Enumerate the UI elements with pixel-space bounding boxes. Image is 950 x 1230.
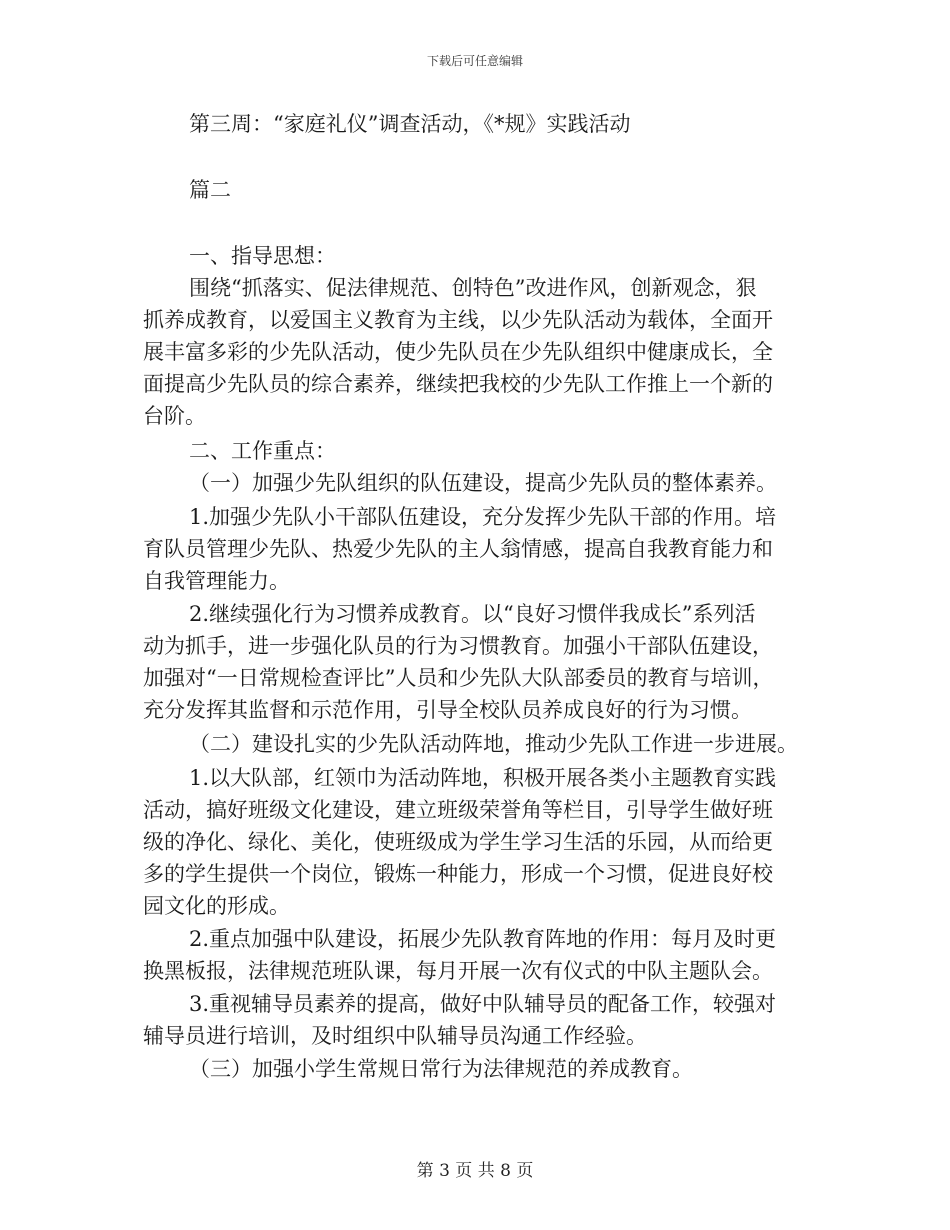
paragraph-line: 抓养成教育，以爱国主义教育为主线，以少先队活动为载体，全面开 xyxy=(143,308,773,332)
page-number-footer: 第 3 页 共 8 页 xyxy=(416,1161,534,1181)
paragraph-line: 育队员管理少先队、热爱少先队的主人翁情感，提高自我教育能力和 xyxy=(143,537,773,561)
paragraph-line: 换黑板报，法律规范班队课，每月开展一次有仪式的中队主题队会。 xyxy=(143,959,773,983)
paragraph-line: 1.加强少先队小干部队伍建设，充分发挥少先队干部的作用。培 xyxy=(189,505,777,529)
subheading-3: （三）加强小学生常规日常行为法律规范的养成教育。 xyxy=(189,1057,693,1081)
paragraph-line: 3.重视辅导员素养的提高，做好中队辅导员的配备工作，较强对 xyxy=(189,992,777,1016)
paragraph-line: 级的净化、绿化、美化，使班级成为学生学习生活的乐园，从而给更 xyxy=(143,830,773,854)
paragraph-line: 面提高少先队员的综合素养，继续把我校的少先队工作推上一个新的 xyxy=(143,372,773,396)
paragraph-line: 台阶。 xyxy=(143,404,206,428)
heading-guiding-ideology: 一、指导思想： xyxy=(189,244,336,268)
paragraph-line: 2.重点加强中队建设，拓展少先队教育阵地的作用：每月及时更 xyxy=(189,927,777,951)
paragraph-line: 园文化的形成。 xyxy=(143,894,290,918)
subheading-2: （二）建设扎实的少先队活动阵地，推动少先队工作进一步进展。 xyxy=(189,732,798,756)
paragraph-line: 活动，搞好班级文化建设，建立班级荣誉角等栏目，引导学生做好班 xyxy=(143,798,773,822)
paragraph-line: 展丰富多彩的少先队活动，使少先队员在少先队组织中健康成长，全 xyxy=(143,340,773,364)
paragraph-line: 自我管理能力。 xyxy=(143,569,290,593)
paragraph-line: 2.继续强化行为习惯养成教育。以“良好习惯伴我成长”系列活 xyxy=(189,602,756,626)
section-heading-part2: 篇二 xyxy=(189,178,231,202)
paragraph-line: 多的学生提供一个岗位，锻炼一种能力，形成一个习惯，促进良好校 xyxy=(143,862,773,886)
paragraph-line: 动为抓手，进一步强化队员的行为习惯教育。加强小干部队伍建设， xyxy=(143,634,773,658)
page-header: 下载后可任意编辑 xyxy=(426,54,523,68)
paragraph-line: 辅导员进行培训，及时组织中队辅导员沟通工作经验。 xyxy=(143,1024,647,1048)
paragraph-line: 加强对“一日常规检查评比”人员和少先队大队部委员的教育与培训， xyxy=(143,666,774,690)
heading-work-focus: 二、工作重点： xyxy=(189,439,336,463)
paragraph-line: 围绕“抓落实、促法律规范、创特色”改进作风，创新观念，狠 xyxy=(189,276,757,300)
subheading-1: （一）加强少先队组织的队伍建设，提高少先队员的整体素养。 xyxy=(189,471,777,495)
text-line-week3: 第三周：“家庭礼仪”调查活动，《*规》实践活动 xyxy=(189,112,631,136)
paragraph-line: 1.以大队部，红领巾为活动阵地，积极开展各类小主题教育实践 xyxy=(189,766,777,790)
paragraph-line: 充分发挥其监督和示范作用，引导全校队员养成良好的行为习惯。 xyxy=(143,698,752,722)
